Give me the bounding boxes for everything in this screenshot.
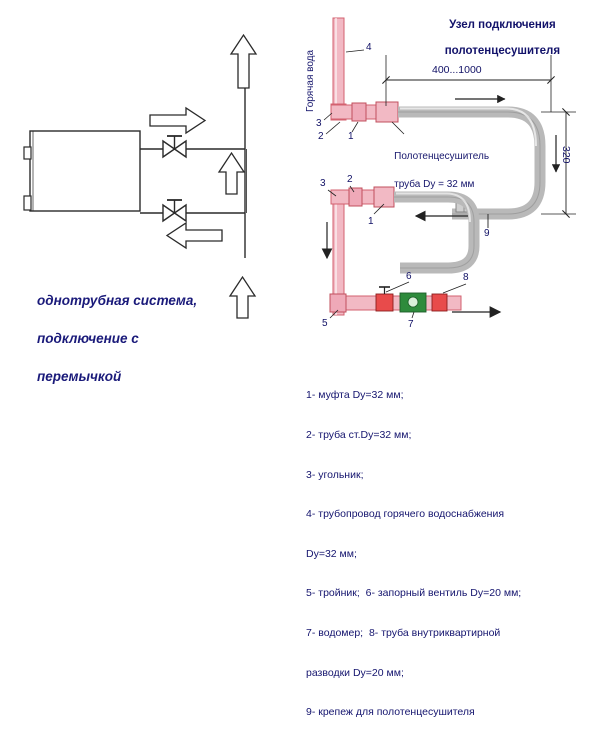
diagram-title-line1: Узел подключения (449, 19, 556, 31)
fitting-8 (432, 294, 447, 311)
callout-8: 8 (463, 272, 469, 283)
callout-3b: 3 (320, 178, 326, 189)
callout-2: 2 (318, 131, 324, 142)
valve-bottom (163, 200, 186, 221)
caption-line-2: подключение с (37, 331, 139, 346)
callout-1b: 1 (368, 216, 374, 227)
callout-4: 4 (366, 42, 372, 53)
callout-7: 7 (408, 319, 414, 330)
legend-item: Dy=32 мм; (306, 547, 357, 560)
legend-item: 4- трубопровод горячего водоснабжения (306, 508, 505, 521)
flow-arrow-mid-up (219, 153, 244, 194)
flow-arrow-riser-up (231, 35, 256, 88)
caption-line-1: однотрубная система, (37, 293, 198, 308)
legend-item: 2- труба ст.Dy=32 мм; (306, 429, 412, 442)
callout-2b: 2 (347, 174, 353, 185)
legend-item: 5- тройник; 6- запорный вентиль Dy=20 мм; (306, 587, 522, 600)
flow-arrow-top-right (150, 108, 205, 133)
diagram-title-line2: полотенцесушителя (444, 45, 561, 57)
legend-item: разводки Dy=20 мм; (306, 666, 404, 679)
callout-1: 1 (348, 131, 354, 142)
caption-line-3: перемычкой (37, 369, 122, 384)
towel-dryer-label-line1: Полотенцесушитель (394, 151, 490, 162)
left-scheme-caption (22, 272, 252, 405)
dimension-vertical-label: 320 (560, 146, 572, 164)
legend-item: 7- водомер; 8- труба внутриквартирной (306, 627, 501, 640)
valve-top (163, 136, 186, 157)
callout-9: 9 (484, 228, 490, 239)
legend-item: 1- муфта Dy=32 мм; (306, 389, 404, 402)
hot-water-label: Горячая вода (305, 49, 316, 112)
flow-arrow-bottom-left (167, 223, 222, 248)
towel-dryer-label-line2: труба Dy = 32 мм (394, 179, 475, 190)
dimension-horizontal-label: 400...1000 (432, 64, 482, 76)
towel-dryer-label (383, 136, 489, 206)
legend-list (306, 363, 596, 746)
diagram-title (396, 6, 596, 71)
shutoff-valve-6 (376, 287, 393, 311)
legend-item: 3- угольник; (306, 468, 364, 481)
callout-6: 6 (406, 271, 412, 282)
water-meter-7 (400, 293, 426, 312)
callout-3: 3 (316, 118, 322, 129)
legend-item: 9- крепеж для полотенцесушителя (306, 706, 475, 719)
callout-5: 5 (322, 318, 328, 329)
